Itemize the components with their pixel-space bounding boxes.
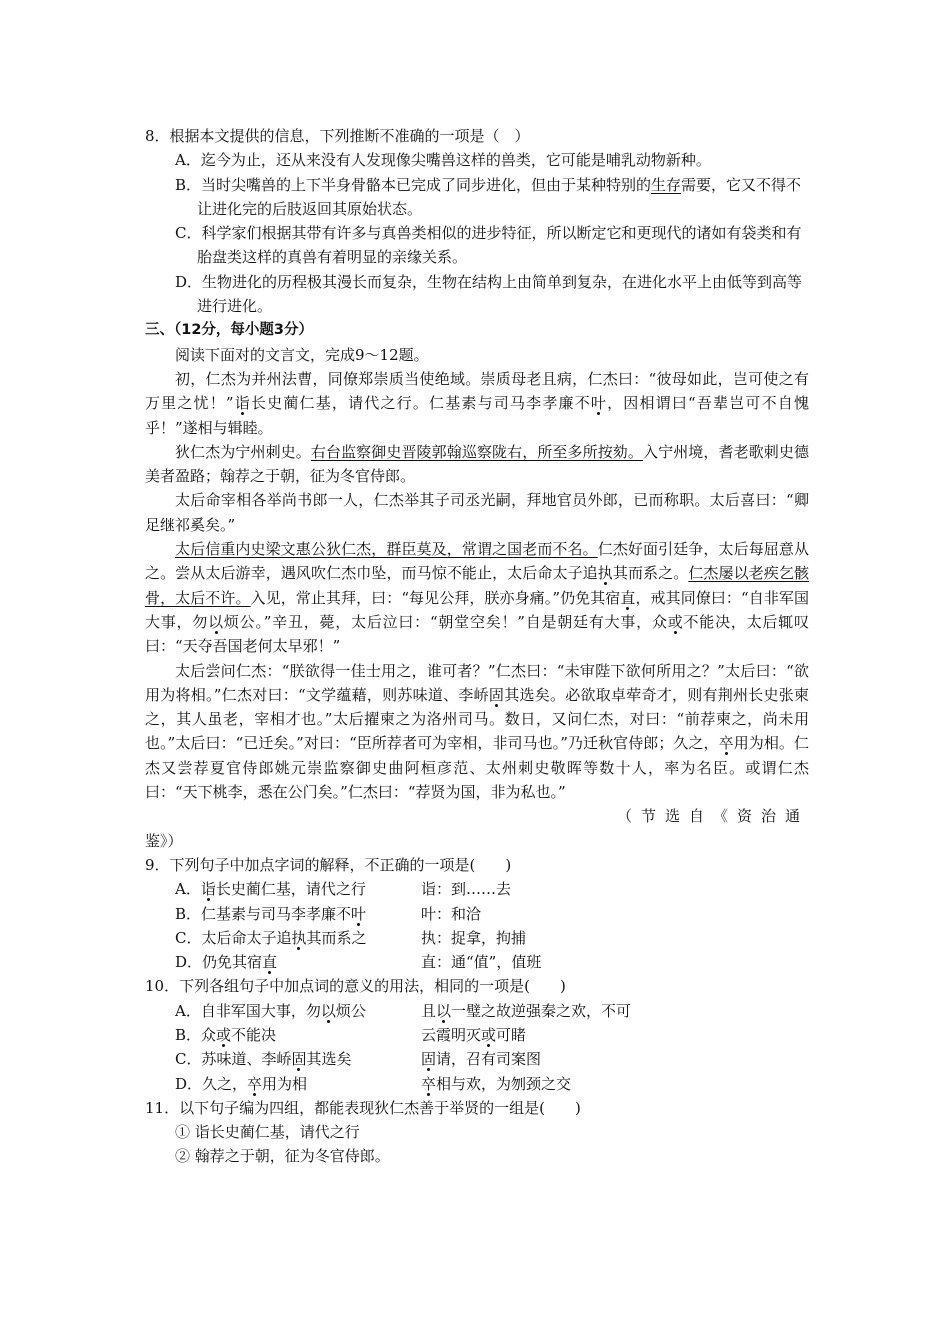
q8-option-c: C．科学家们根据其带有许多与真兽类相似的进步特征，所以断定它和更现代的诸如有袋类和有胎盘类这样的真兽有着明显的亲缘关系。: [175, 224, 802, 267]
exam-page: [145, 124, 809, 1169]
dotted-char: 直: [262, 953, 278, 972]
passage-paragraph-3: 太后命宰相各举尚书郎一人，仁杰举其子司丞光嗣，拜地官员外郎，已而称职。太后喜曰：“卿足继祁奚矣。”: [145, 491, 809, 534]
q9-option-b: B．仁基素与司马李孝廉不叶 叶：和洽: [175, 904, 482, 923]
dotted-char: 以: [320, 1001, 336, 1020]
dotted-char: 叶: [590, 394, 608, 413]
underlined-sentence: 仁杰屡以老疾乞骸骨，太后不许。: [145, 564, 809, 607]
dotted-char: 叶: [351, 904, 367, 923]
q11-item-1: ① 诣长史蔺仁基，请代之行: [175, 1123, 360, 1142]
underlined-word: 生存: [651, 175, 682, 194]
dotted-char: 固: [488, 685, 505, 704]
underlined-sentence: 右台监察御史晋陵郭翰巡察陇右，所至多所按劾。: [310, 442, 643, 461]
q10-option-d: D．久之，卒用为相 卒相与欢，为刎颈之交: [175, 1074, 572, 1093]
dotted-char: 固: [421, 1050, 437, 1069]
dotted-char: 卒: [247, 1074, 263, 1093]
dotted-char: 执: [291, 928, 307, 947]
passage-paragraph-5: 太后尝问仁杰：“朕欲得一佳士用之，谁可者？”仁杰曰：“未审陛下欲何所用之？”太后曰：“欲用为将相。”仁杰对曰：“文学蕴藉，则苏味道、李峤固其选矣。必欲取卓荦奇才，则有荆州长史张柬之，其人虽老，宰相才也。”太后擢柬之为洛州司马。数日，又问仁杰，对曰：“前荐柬之，尚未用也。”太后曰：“已迁矣。”对曰：“臣所荐者可为宰相，非司马也。”乃迁秋官侍郎；久之，卒用为相。仁杰又尝荐夏官侍郎姚元崇监察御史曲阿桓彦范、太州刺史敬晖等数十人，率为名臣。或谓仁杰曰：“天下桃李，悉在公门矣。”仁杰曰：“荐贤为国，非为私也。”: [145, 661, 809, 802]
dotted-char: 执: [597, 564, 613, 583]
q8-stem: 8．根据本文提供的信息，下列推断不准确的一项是（ ）: [145, 127, 530, 145]
section-intro: 阅读下面对的文言文，完成9～12题。: [175, 345, 429, 364]
passage-paragraph-2: 狄仁杰为宁州刺史。右台监察御史晋陵郭翰巡察陇右，所至多所按劾。入宁州境，耆老歌刺史德美者盈路；翰荐之于朝，征为冬官侍郎。: [145, 442, 809, 486]
q9-option-a: A．诣长史蔺仁基，请代之行 诣：到……去: [175, 880, 512, 899]
q10-option-a: A．自非军国大事，勿以烦公 且以一璧之故逆强秦之欢，不可: [175, 1001, 632, 1020]
dotted-char: 固: [291, 1050, 307, 1069]
dotted-char: 以: [436, 1001, 452, 1020]
q10-option-c: C．苏味道、李峤固其选矣 固请，召有司案图: [175, 1050, 542, 1069]
underlined-sentence: 太后信重内史梁文惠公狄仁杰，群臣莫及，常谓之国老而不名。: [175, 540, 598, 559]
q9-stem: 9．下列句子中加点字词的解释，不正确的一项是( ): [145, 855, 512, 874]
dotted-char: 诣: [200, 880, 216, 899]
dotted-char: 直: [620, 588, 636, 607]
q8-option-b: B．当时尖嘴兽的上下半身骨骼本已完成了同步进化，但由于某种特别的生存需要，它又不得不让进化完的后肢返回其原始状态。: [175, 175, 802, 218]
dotted-char: 卒: [718, 734, 734, 753]
q9-option-d: D．仍免其宿直 直：通“值”，值班: [175, 953, 542, 972]
q11-item-2: ② 翰荐之于朝，征为冬官侍郎。: [175, 1147, 390, 1166]
q10-stem: 10．下列各组句子中加点词的意义的用法，相同的一项是( ): [145, 977, 566, 996]
section-title: 三、（12分，每小题3分）: [145, 322, 314, 339]
passage-paragraph-4: 太后信重内史梁文惠公狄仁杰，群臣莫及，常谓之国老而不名。仁杰好面引廷争，太后每屈意从之。尝从太后游幸，遇风吹仁杰巾坠，而马惊不能止，太后命太子追执其而系之。仁杰屡以老疾乞骸骨，太后不许。入见，常止其拜，曰：“每见公拜，朕亦身痛。”仍免其宿直，戒其同僚曰：“自非军国大事，勿以烦公。”辛丑，薨，太后泣曰：“朝堂空矣！”自是朝廷有大事，众或不能决，太后辄叹曰：“天夺吾国老何太早邪！”: [145, 540, 809, 656]
dotted-char: 以: [208, 612, 224, 631]
dotted-char: 或: [216, 1025, 232, 1044]
dotted-char: 卒: [421, 1074, 437, 1093]
q8-option-a: A．迄今为止，还从来没有人发现像尖嘴兽这样的兽类，它可能是哺乳动物新种。: [175, 151, 711, 170]
q8-option-d: D．生物进化的历程极其漫长而复杂，生物在结构上由简单到复杂，在进化水平上由低等到高等进行进化。: [175, 272, 803, 316]
q11-stem: 11．以下句子编为四组，都能表现狄仁杰善于举贤的一组是( ): [145, 1098, 581, 1117]
q9-option-c: C．太后命太子追执其而系之 执：捉拿，拘捕: [175, 928, 527, 947]
q10-option-b: B．众或不能决 云霞明灭或可睹: [175, 1025, 527, 1044]
passage-source: （节选自《资治通: [616, 807, 809, 826]
dotted-char: 或: [481, 1025, 497, 1044]
dotted-char: 或: [667, 612, 684, 631]
dotted-char: 诣: [233, 394, 251, 413]
passage-source-continued: 鉴》）: [145, 831, 183, 850]
passage-paragraph-1: 初，仁杰为并州法曹，同僚郑崇质当使绝域。崇质母老且病，仁杰曰：“彼母如此，岂可使之有万里之忧！”诣长史蔺仁基，请代之行。仁基素与司马李孝廉不叶，因相谓曰“吾辈岂可不自愧乎！”遂相与辑睦。: [145, 369, 809, 437]
